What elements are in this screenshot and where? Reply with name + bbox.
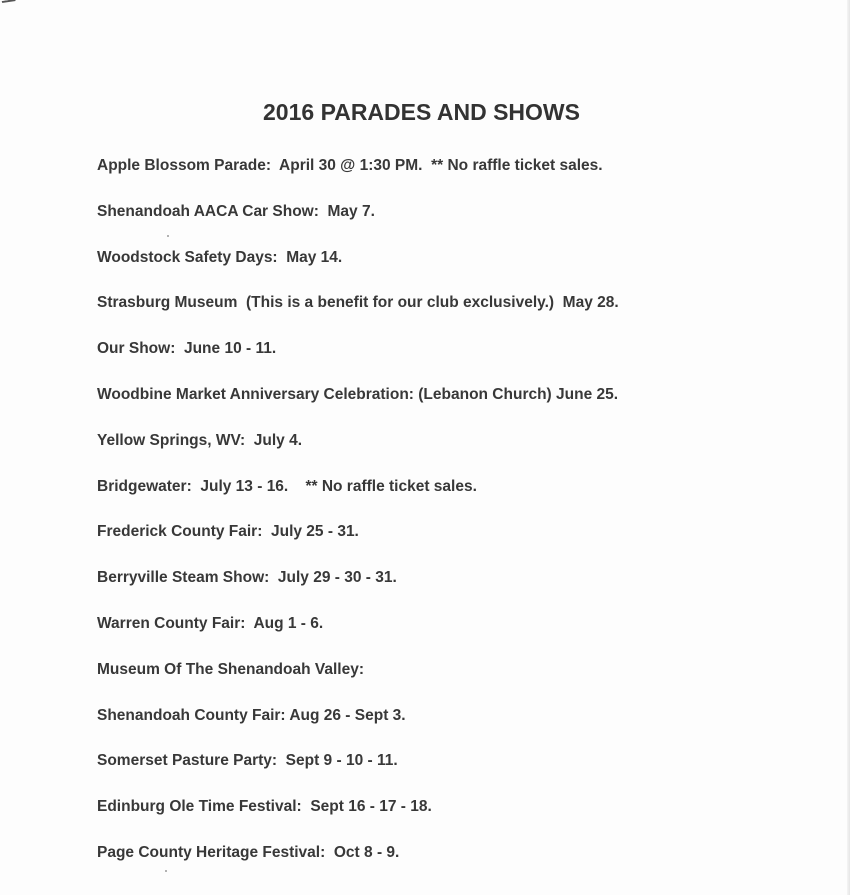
scan-speck	[165, 870, 167, 872]
scan-speck	[167, 235, 169, 237]
event-item: Berryville Steam Show: July 29 - 30 - 31.	[97, 569, 397, 587]
page-title: 2016 PARADES AND SHOWS	[263, 99, 580, 125]
event-item: Woodbine Market Anniversary Celebration: (Lebanon Church) June 25.	[97, 385, 619, 403]
event-item: Bridgewater: July 13 - 16. ** No raffle ticket sales.	[97, 477, 477, 495]
event-item: Shenandoah County Fair: Aug 26 - Sept 3.	[97, 706, 406, 724]
scan-corner-mark	[2, 0, 17, 7]
event-item: Yellow Springs, WV: July 4.	[97, 431, 302, 449]
event-item: Warren County Fair: Aug 1 - 6.	[97, 614, 324, 632]
event-list	[97, 156, 619, 889]
event-item: Frederick County Fair: July 25 - 31.	[97, 523, 359, 541]
event-item: Page County Heritage Festival: Oct 8 - 9.	[97, 843, 400, 861]
event-item: Our Show: June 10 - 11.	[97, 340, 277, 358]
event-item: Somerset Pasture Party: Sept 9 - 10 - 11.	[97, 752, 398, 770]
event-item: Museum Of The Shenandoah Valley:	[97, 660, 364, 678]
event-item: Shenandoah AACA Car Show: May 7.	[97, 202, 375, 220]
event-item: Woodstock Safety Days: May 14.	[97, 248, 343, 266]
event-item: Edinburg Ole Time Festival: Sept 16 - 17 - 18.	[97, 798, 432, 816]
event-item: Apple Blossom Parade: April 30 @ 1:30 PM. ** No raffle ticket sales.	[97, 157, 603, 174]
event-item: Strasburg Museum (This is a benefit for our club exclusively.) May 28.	[97, 294, 619, 312]
